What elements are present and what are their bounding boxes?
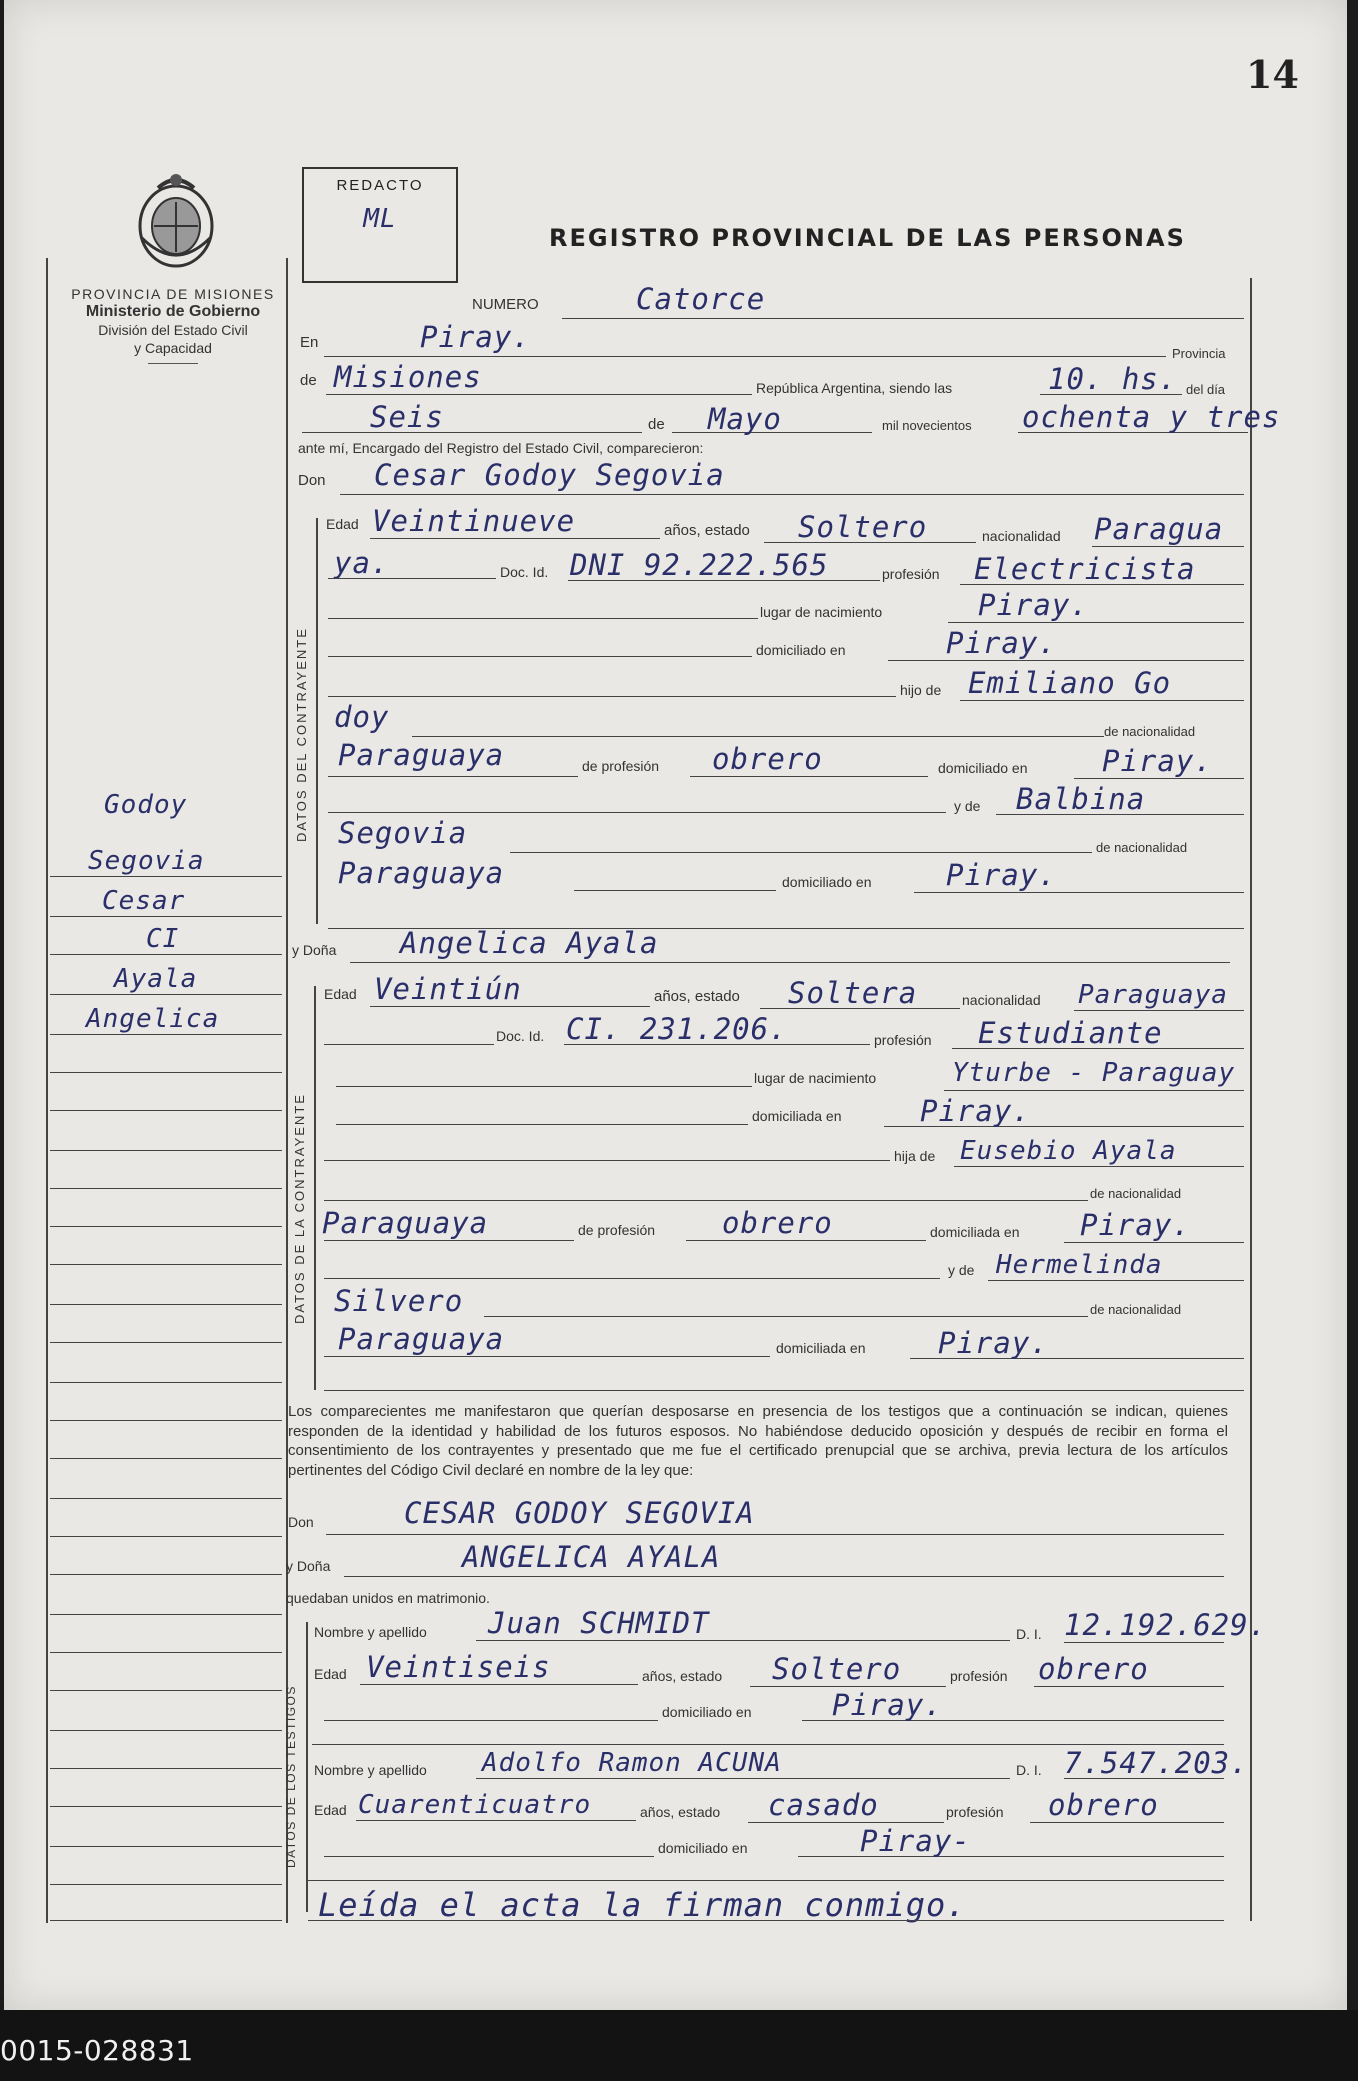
document-page [4, 0, 1347, 2010]
padre-domicilio-label: domiciliado en [938, 760, 1028, 776]
lugar-blank-line [328, 618, 758, 619]
madre-domicilio-line [914, 892, 1244, 893]
division-line-2: y Capacidad [134, 340, 212, 356]
t2-profesion-label: profesión [946, 1804, 1004, 1820]
nacionalidad-line [1092, 546, 1244, 547]
madre-line-f [988, 1280, 1244, 1281]
lugar-line [948, 622, 1244, 623]
madre-de-nacionalidad-label-f: de nacionalidad [1090, 1302, 1182, 1317]
t2-domiciliado-label: domiciliado en [658, 1840, 748, 1856]
document-title: REGISTRO PROVINCIAL DE LAS PERSONAS [549, 224, 1186, 252]
de-value: Misiones [334, 360, 482, 394]
padre-nacionalidad-line [328, 776, 578, 777]
de-label: de [300, 372, 317, 389]
t1-edad-line [360, 1684, 638, 1685]
domiciliada-value-f: Piray. [920, 1094, 1031, 1128]
t1-nombre-line [476, 1640, 1010, 1641]
dona-value: Angelica Ayala [400, 926, 659, 960]
margin-note: Ayala [114, 964, 198, 994]
t2-di-label: D. I. [1016, 1762, 1042, 1778]
t2-edad-label: Edad [314, 1802, 347, 1818]
de-nacionalidad-label-f: de nacionalidad [1090, 1186, 1182, 1201]
domiciliado-line [888, 660, 1244, 661]
t1-end-line [312, 1744, 1224, 1745]
redacto-box [302, 167, 458, 283]
numero-line [562, 318, 1244, 319]
nacionalidad-value-f: Paraguaya [1078, 980, 1228, 1010]
t2-estado-line [748, 1822, 944, 1823]
margin-note: Segovia [88, 846, 205, 876]
de-profesion-label: de profesión [582, 758, 660, 774]
padre-continued: doy [334, 700, 390, 734]
en-label: En [300, 334, 319, 351]
redacto-label: REDACTO [336, 177, 424, 194]
t1-estado-value: Soltero [772, 1652, 902, 1686]
t1-edad-label: Edad [314, 1666, 347, 1682]
t1-di-label: D. I. [1016, 1626, 1042, 1642]
margin-column-line [286, 258, 288, 1923]
coat-of-arms-icon [128, 168, 224, 272]
padre-domicilio-label-f: domiciliada en [930, 1224, 1020, 1240]
don-line [340, 494, 1244, 495]
doc-label-f: Doc. Id. [496, 1028, 545, 1044]
left-margin-line [46, 258, 48, 1923]
padre-value-f: Eusebio Ayala [960, 1136, 1177, 1166]
t1-domiciliado-label: domiciliado en [662, 1704, 752, 1720]
t1-profesion-value: obrero [1038, 1652, 1149, 1686]
de-profesion-label-f: de profesión [578, 1222, 656, 1238]
dia-line [302, 432, 642, 433]
en-value: Piray. [420, 320, 531, 354]
t1-nombre-value: Juan SCHMIDT [488, 1606, 710, 1640]
lugar-label: lugar de nacimiento [760, 604, 883, 620]
madre-continued: Segovia [338, 816, 468, 850]
hija-blank-line-f [324, 1160, 890, 1161]
domiciliado-value: Piray. [946, 626, 1057, 660]
testigos-section-label: DATOS DE LOS TESTIGOS [284, 1685, 298, 1868]
hora-value: 10. hs. [1048, 362, 1178, 396]
madre-cont-line [510, 852, 1092, 853]
madre-domicilio-label-f: domiciliada en [776, 1340, 866, 1356]
ante-label: ante mí, Encargado del Registro del Estado Civil, comparecieron: [298, 440, 704, 456]
ministry-block [58, 285, 288, 364]
image-id-label: 0015-028831 [0, 2034, 194, 2067]
padre-profesion: obrero [712, 742, 823, 776]
ministry-divider [148, 363, 198, 364]
provincia-label: Provincia [1172, 346, 1226, 361]
t2-edad-line [356, 1820, 636, 1821]
padre-domicilio-line-f [1064, 1242, 1244, 1243]
page-number: 14 [1246, 52, 1299, 97]
doc-value: DNI 92.222.565 [570, 548, 829, 582]
decl-don-label: Don [288, 1514, 314, 1530]
padre-domicilio: Piray. [1102, 744, 1213, 778]
de-line [326, 394, 752, 395]
t1-profesion-line [1034, 1686, 1224, 1687]
t2-edad-value: Cuarenticuatro [358, 1790, 592, 1820]
decl-dona-line [344, 1576, 1224, 1577]
edad-label: Edad [326, 516, 359, 532]
nacionalidad-value: Paragua [1094, 512, 1224, 546]
madre-nacionalidad-line-f [324, 1356, 770, 1357]
hija-label-f: hija de [894, 1148, 936, 1164]
lugar-value: Piray. [978, 588, 1089, 622]
madre-value-f: Hermelinda [996, 1250, 1163, 1280]
t1-nombre-label: Nombre y apellido [314, 1624, 427, 1640]
edad-line [370, 538, 660, 539]
decl-unidos: quedaban unidos en matrimonio. [286, 1590, 490, 1606]
anos-estado-label: años, estado [664, 522, 750, 539]
t1-domiciliado-value: Piray. [832, 1688, 943, 1722]
hijo-label: hijo de [900, 682, 942, 698]
profesion-label: profesión [882, 566, 940, 582]
margin-note: Angelica [86, 1004, 220, 1034]
domiciliado-blank-line [328, 656, 752, 657]
doc-blank-line-f [324, 1044, 494, 1045]
domiciliada-blank-line-f [336, 1124, 748, 1125]
padre-value: Emiliano Go [968, 666, 1172, 700]
de2-label: de [648, 416, 665, 433]
en-line [324, 356, 1166, 357]
edad-line-f [370, 1006, 650, 1007]
don-value: Cesar Godoy Segovia [374, 458, 725, 492]
de-nacionalidad-label: de nacionalidad [1104, 724, 1196, 739]
madre-blank-line [328, 812, 946, 813]
dona-line [350, 962, 1230, 963]
t1-di-line [1064, 1642, 1224, 1643]
anio-value: ochenta y tres [1022, 400, 1281, 434]
madre-de-nacionalidad-label: de nacionalidad [1096, 840, 1188, 855]
t2-nombre-value: Adolfo Ramon ACUNA [482, 1748, 782, 1778]
madre-domicilio-f: Piray. [938, 1326, 1049, 1360]
padre-cont-line [412, 736, 1104, 737]
scanner-bottom-bar [0, 2010, 1358, 2081]
t2-di-value: 7.547.203. [1064, 1746, 1249, 1780]
closing-statement: Leída el acta la firman conmigo. [318, 1886, 967, 1924]
nacionalidad-cont-line [328, 578, 496, 579]
contrayente-bracket [316, 518, 318, 924]
redacto-initials: ML [363, 204, 397, 234]
t1-profesion-label: profesión [950, 1668, 1008, 1684]
padre-profesion-f: obrero [722, 1206, 833, 1240]
right-frame-line [1250, 278, 1252, 1921]
contrayenta-section-label: DATOS DE LA CONTRAYENTE [292, 1093, 307, 1324]
padre-blank-line-f [324, 1200, 1088, 1201]
profesion-label-f: profesión [874, 1032, 932, 1048]
don-label: Don [298, 472, 326, 489]
madre-continued-f: Silvero [334, 1284, 464, 1318]
doc-label: Doc. Id. [500, 564, 549, 580]
y-de-label-f: y de [948, 1262, 975, 1278]
madre-nacionalidad: Paraguaya [338, 856, 505, 890]
lugar-label-f: lugar de nacimiento [754, 1070, 877, 1086]
margin-note: CI [146, 924, 180, 954]
t2-estado-value: casado [768, 1788, 879, 1822]
lugar-value-f: Yturbe - Paraguay [952, 1058, 1236, 1088]
padre-nacionalidad-f: Paraguaya [322, 1206, 489, 1240]
nacionalidad-line-f [1074, 1010, 1244, 1011]
decl-dona-label: y Doña [286, 1558, 331, 1574]
t2-end-line [308, 1880, 1224, 1881]
padre-line [960, 700, 1244, 701]
closing-line [308, 1920, 1224, 1921]
madre-domicilio: Piray. [946, 858, 1057, 892]
t2-domiciliado-value: Piray- [860, 1824, 971, 1858]
contrayente-section-label: DATOS DEL CONTRAYENTE [294, 627, 309, 842]
t2-nombre-line [476, 1778, 1010, 1779]
y-dona-label: y Doña [292, 942, 337, 958]
padre-nacionalidad: Paraguaya [338, 738, 505, 772]
padre-domicilio-f: Piray. [1080, 1208, 1191, 1242]
padre-nacionalidad-line-f [324, 1240, 574, 1241]
padre-domicilio-line [1074, 778, 1244, 779]
padre-profesion-line [690, 776, 928, 777]
dia-value: Seis [370, 400, 444, 434]
hijo-blank-line [328, 696, 896, 697]
province-name: PROVINCIA DE MISIONES [71, 286, 275, 302]
testigos-bracket [306, 1622, 308, 1912]
mes-value: Mayo [708, 402, 782, 436]
contrayenta-bracket [314, 986, 316, 1390]
madre-blank-line-f [324, 1278, 940, 1279]
t2-profesion-line [1030, 1822, 1224, 1823]
t1-dom-blank-line [324, 1720, 658, 1721]
domiciliado-label: domiciliado en [756, 642, 846, 658]
t2-profesion-value: obrero [1048, 1788, 1159, 1822]
anos-estado-label-f: años, estado [654, 988, 740, 1005]
t2-anos-estado-label: años, estado [640, 1804, 721, 1820]
ministry-name: Ministerio de Gobierno [85, 303, 261, 320]
decl-dona-value: ANGELICA AYALA [462, 1540, 721, 1574]
numero-label: NUMERO [472, 296, 539, 313]
madre-domicilio-label: domiciliado en [782, 874, 872, 890]
profesion-value-f: Estudiante [978, 1016, 1163, 1050]
estado-value-f: Soltera [788, 976, 918, 1010]
margin-note: Godoy [104, 790, 188, 820]
y-de-label: y de [954, 798, 981, 814]
madre-cont-line-f [484, 1316, 1088, 1317]
division-line-1: División del Estado Civil [98, 322, 248, 338]
decl-don-value: CESAR GODOY SEGOVIA [404, 1496, 755, 1530]
edad-value: Veintinueve [372, 504, 576, 538]
nacionalidad-continued: ya. [334, 546, 390, 580]
del-dia-label: del día [1186, 382, 1226, 397]
republica-label: República Argentina, siendo las [756, 380, 953, 396]
contrayenta-end-line [324, 1390, 1244, 1391]
profesion-value: Electricista [974, 552, 1196, 586]
madre-value: Balbina [1016, 782, 1146, 816]
t2-dom-blank-line [324, 1856, 654, 1857]
estado-value: Soltero [798, 510, 928, 544]
t1-di-value: 12.192.629. [1064, 1608, 1268, 1642]
edad-value-f: Veintiún [374, 972, 522, 1006]
madre-nacionalidad-line [574, 890, 776, 891]
lugar-blank-line-f [336, 1086, 752, 1087]
doc-value-f: CI. 231.206. [566, 1012, 788, 1046]
t1-anos-estado-label: años, estado [642, 1668, 723, 1684]
nacionalidad-label-f: nacionalidad [962, 992, 1041, 1008]
padre-profesion-line-f [686, 1240, 926, 1241]
nacionalidad-label: nacionalidad [982, 528, 1061, 544]
t1-edad-value: Veintiseis [366, 1650, 551, 1684]
declaration-paragraph: Los comparecientes me manifestaron que querían desposarse en presencia de los testigos que a continuación se indican, quienes responden de la identidad y habilidad de los futuros esposos. No habiéndose deducido oposición y después de recibir en forma el consentimiento de los contrayentes y presentado que me fue el certificado prenupcial que se archiva, previa lectura de los artículos pertinentes del Código Civil declaré en nombre de la ley que: [288, 1403, 1228, 1479]
mil-label: mil novecientos [882, 418, 972, 433]
padre-line-f [954, 1166, 1244, 1167]
domiciliada-label-f: domiciliada en [752, 1108, 842, 1124]
t1-estado-line [750, 1686, 946, 1687]
madre-nacionalidad-f: Paraguaya [338, 1322, 505, 1356]
numero-value: Catorce [636, 282, 766, 316]
t2-nombre-label: Nombre y apellido [314, 1762, 427, 1778]
edad-label-f: Edad [324, 986, 357, 1002]
margin-note: Cesar [102, 886, 186, 916]
decl-don-line [326, 1534, 1224, 1535]
lugar-line-f [944, 1090, 1244, 1091]
